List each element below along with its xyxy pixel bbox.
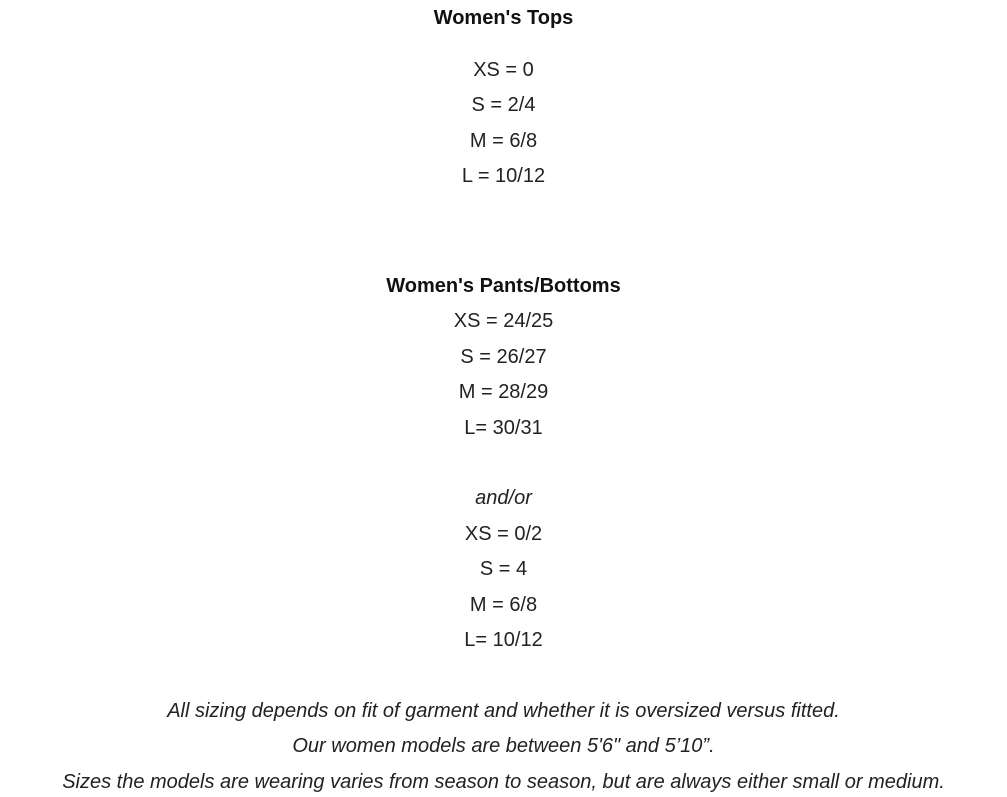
- tops-size-xs: XS = 0: [473, 59, 534, 81]
- tops-size-m: M = 6/8: [469, 130, 538, 152]
- model-size-note: Sizes the models are wearing varies from season to season, but are always either small or medium.: [62, 771, 945, 793]
- tops-size-l: L = 10/12: [461, 165, 546, 187]
- bottoms-alt-size-l: L= 10/12: [464, 629, 543, 651]
- alt-sizing-label: and/or: [475, 487, 532, 509]
- bottoms-size-s: S = 26/27: [460, 346, 547, 368]
- bottoms-alt-size-s: S = 4: [479, 558, 528, 580]
- bottoms-alt-size-xs: XS = 0/2: [464, 523, 543, 545]
- tops-size-s: S = 2/4: [471, 94, 536, 116]
- bottoms-size-m: M = 28/29: [458, 381, 549, 403]
- fit-note: All sizing depends on fit of garment and whether it is oversized versus fitted.: [167, 700, 840, 722]
- bottoms-heading: Women's Pants/Bottoms: [386, 275, 621, 297]
- bottoms-size-l: L= 30/31: [464, 417, 543, 439]
- model-height-note: Our women models are between 5'6" and 5’10”.: [292, 735, 715, 757]
- bottoms-alt-size-m: M = 6/8: [469, 594, 538, 616]
- tops-heading: Women's Tops: [433, 7, 574, 29]
- bottoms-size-xs: XS = 24/25: [453, 310, 554, 332]
